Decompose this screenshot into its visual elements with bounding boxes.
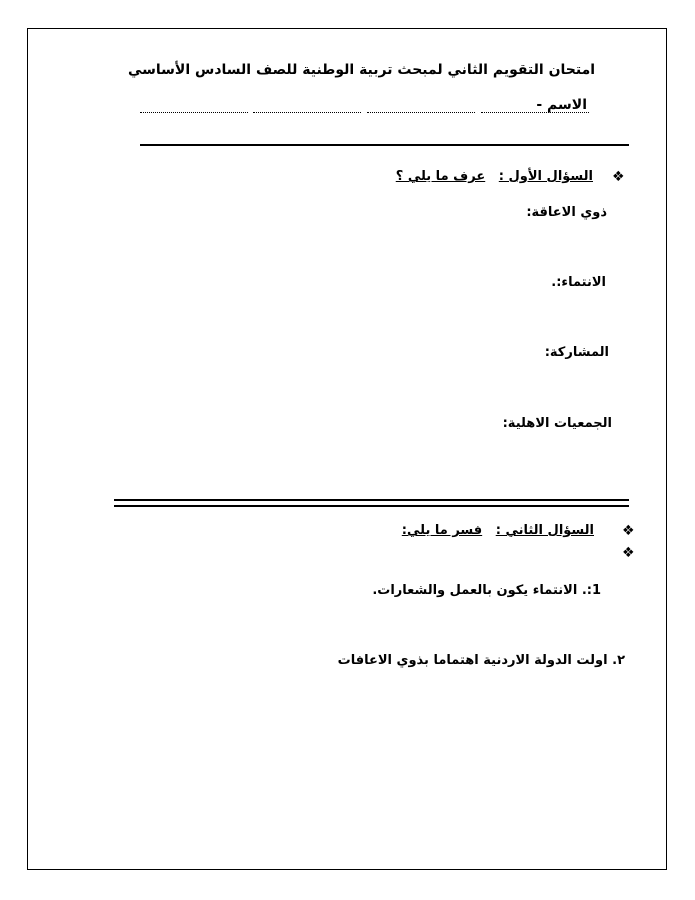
q2-instruction: فسر ما يلي: xyxy=(401,523,483,538)
q2-item-2-text: اولت الدولة الاردنية اهتماما بذوي الاعافات xyxy=(337,653,608,668)
q2-label: السؤال الثاني : xyxy=(495,523,594,538)
q1-term-4: الجمعيات الاهلية: xyxy=(502,416,612,431)
name-dotted-line-2 xyxy=(367,112,475,113)
q1-instruction: عرف ما يلي ؟ xyxy=(395,169,486,184)
exam-title: امتحان التقويم الثاني لمبحث تربية الوطنية للصف السادس الأساسي xyxy=(127,62,596,78)
q2-item-1 xyxy=(372,583,601,598)
q1-term-2: الانتماء:. xyxy=(551,275,606,290)
name-dotted-line-3 xyxy=(253,112,361,113)
q2-item-1-number: 1:. xyxy=(581,583,601,598)
page-border xyxy=(27,28,667,870)
q2-bullet-icon: ❖ xyxy=(622,523,635,539)
q1-term-1: ذوي الاعاقة: xyxy=(526,205,607,220)
q1-bullet-icon: ❖ xyxy=(612,169,625,185)
section-divider xyxy=(114,499,629,507)
q1-term-3: المشاركة: xyxy=(544,345,609,360)
q1-heading xyxy=(396,169,593,184)
q1-label: السؤال الأول : xyxy=(498,169,593,184)
q2-item-2 xyxy=(338,653,625,668)
q2-heading xyxy=(402,523,594,538)
q2-item-2-number: ٢. xyxy=(612,653,625,668)
name-dotted-line-4 xyxy=(140,112,248,113)
name-dotted-line-1 xyxy=(481,112,589,113)
q2-item-1-text: الانتماء يكون بالعمل والشعارات. xyxy=(372,583,578,598)
q2-bullet-icon-empty: ❖ xyxy=(622,545,635,561)
header-divider xyxy=(140,144,629,146)
name-label: الاسم - xyxy=(536,97,587,113)
